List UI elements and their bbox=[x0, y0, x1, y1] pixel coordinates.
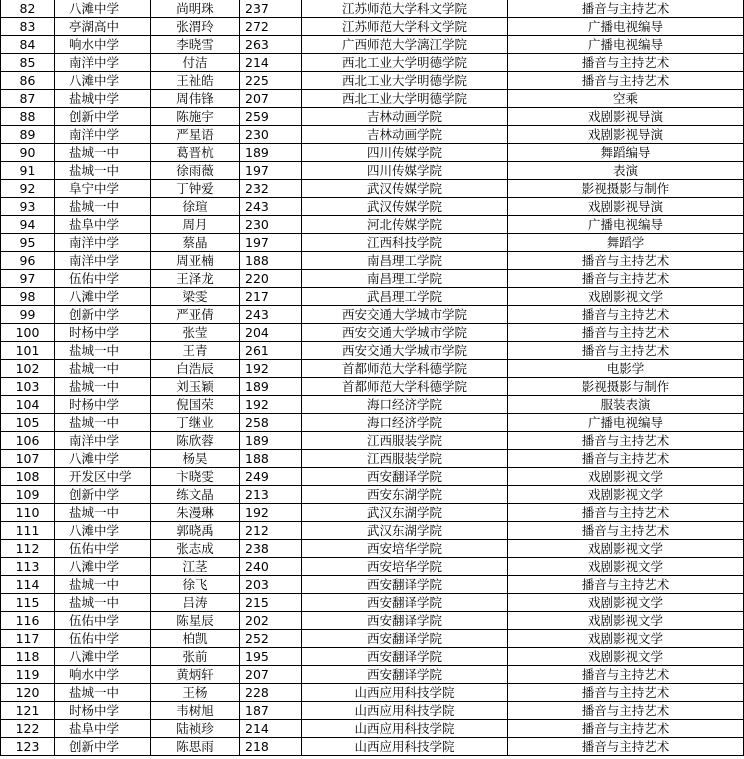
score-cell: 204 bbox=[240, 324, 302, 342]
table-row bbox=[1, 90, 744, 108]
score-cell: 192 bbox=[240, 360, 302, 378]
major-cell: 播音与主持艺术 bbox=[508, 270, 744, 288]
student-name-cell: 周亚楠 bbox=[151, 252, 240, 270]
college-cell: 南昌理工学院 bbox=[302, 252, 508, 270]
major-cell: 戏剧影视文学 bbox=[508, 468, 744, 486]
college-cell: 山西应用科技学院 bbox=[302, 684, 508, 702]
major-cell: 广播电视编导 bbox=[508, 36, 744, 54]
table-row bbox=[1, 630, 744, 648]
major-cell: 电影学 bbox=[508, 360, 744, 378]
score-cell: 218 bbox=[240, 738, 302, 756]
major-cell: 戏剧影视文学 bbox=[508, 540, 744, 558]
college-cell: 西安翻译学院 bbox=[302, 468, 508, 486]
row-number-cell: 85 bbox=[1, 54, 55, 72]
college-cell: 河北传媒学院 bbox=[302, 216, 508, 234]
high-school-cell: 时杨中学 bbox=[55, 702, 151, 720]
college-cell: 江苏师范大学科文学院 bbox=[302, 18, 508, 36]
high-school-cell: 盐城一中 bbox=[55, 144, 151, 162]
score-cell: 230 bbox=[240, 216, 302, 234]
college-cell: 武汉东湖学院 bbox=[302, 522, 508, 540]
major-cell: 播音与主持艺术 bbox=[508, 504, 744, 522]
score-cell: 212 bbox=[240, 522, 302, 540]
table-row bbox=[1, 558, 744, 576]
student-name-cell: 杨昊 bbox=[151, 450, 240, 468]
major-cell: 戏剧影视文学 bbox=[508, 486, 744, 504]
score-cell: 261 bbox=[240, 342, 302, 360]
row-number-cell: 91 bbox=[1, 162, 55, 180]
high-school-cell: 八滩中学 bbox=[55, 648, 151, 666]
college-cell: 西安翻译学院 bbox=[302, 648, 508, 666]
student-name-cell: 尚明珠 bbox=[151, 0, 240, 18]
student-name-cell: 陆祯珍 bbox=[151, 720, 240, 738]
table-row bbox=[1, 612, 744, 630]
score-cell: 230 bbox=[240, 126, 302, 144]
score-cell: 243 bbox=[240, 198, 302, 216]
table-row bbox=[1, 648, 744, 666]
student-name-cell: 陈欣蓉 bbox=[151, 432, 240, 450]
major-cell: 服装表演 bbox=[508, 396, 744, 414]
major-cell: 播音与主持艺术 bbox=[508, 432, 744, 450]
score-cell: 197 bbox=[240, 162, 302, 180]
college-cell: 广西师范大学漓江学院 bbox=[302, 36, 508, 54]
student-name-cell: 严星语 bbox=[151, 126, 240, 144]
row-number-cell: 121 bbox=[1, 702, 55, 720]
table-row bbox=[1, 414, 744, 432]
college-cell: 南昌理工学院 bbox=[302, 270, 508, 288]
student-name-cell: 周月 bbox=[151, 216, 240, 234]
student-name-cell: 白浩辰 bbox=[151, 360, 240, 378]
row-number-cell: 112 bbox=[1, 540, 55, 558]
student-name-cell: 王杨 bbox=[151, 684, 240, 702]
table-row bbox=[1, 342, 744, 360]
student-name-cell: 张渭玲 bbox=[151, 18, 240, 36]
row-number-cell: 115 bbox=[1, 594, 55, 612]
student-name-cell: 陈星辰 bbox=[151, 612, 240, 630]
college-cell: 西安交通大学城市学院 bbox=[302, 342, 508, 360]
row-number-cell: 119 bbox=[1, 666, 55, 684]
high-school-cell: 八滩中学 bbox=[55, 72, 151, 90]
high-school-cell: 阜宁中学 bbox=[55, 180, 151, 198]
table-body bbox=[1, 0, 744, 756]
score-cell: 263 bbox=[240, 36, 302, 54]
score-cell: 207 bbox=[240, 666, 302, 684]
row-number-cell: 82 bbox=[1, 0, 55, 18]
student-name-cell: 徐雨薇 bbox=[151, 162, 240, 180]
score-cell: 203 bbox=[240, 576, 302, 594]
table-row bbox=[1, 324, 744, 342]
high-school-cell: 时杨中学 bbox=[55, 324, 151, 342]
table-row bbox=[1, 540, 744, 558]
high-school-cell: 盐城一中 bbox=[55, 414, 151, 432]
college-cell: 山西应用科技学院 bbox=[302, 720, 508, 738]
high-school-cell: 创新中学 bbox=[55, 738, 151, 756]
major-cell: 广播电视编导 bbox=[508, 216, 744, 234]
college-cell: 江苏师范大学科文学院 bbox=[302, 0, 508, 18]
row-number-cell: 114 bbox=[1, 576, 55, 594]
table-row bbox=[1, 18, 744, 36]
major-cell: 播音与主持艺术 bbox=[508, 324, 744, 342]
major-cell: 播音与主持艺术 bbox=[508, 522, 744, 540]
student-name-cell: 丁钟爱 bbox=[151, 180, 240, 198]
high-school-cell: 南洋中学 bbox=[55, 234, 151, 252]
score-cell: 232 bbox=[240, 180, 302, 198]
college-cell: 首都师范大学科德学院 bbox=[302, 378, 508, 396]
row-number-cell: 92 bbox=[1, 180, 55, 198]
score-cell: 207 bbox=[240, 90, 302, 108]
major-cell: 舞蹈学 bbox=[508, 234, 744, 252]
student-name-cell: 李晓雪 bbox=[151, 36, 240, 54]
score-cell: 220 bbox=[240, 270, 302, 288]
college-cell: 西安培华学院 bbox=[302, 540, 508, 558]
student-name-cell: 倪国荣 bbox=[151, 396, 240, 414]
high-school-cell: 盐城一中 bbox=[55, 684, 151, 702]
high-school-cell: 响水中学 bbox=[55, 36, 151, 54]
student-name-cell: 朱漫琳 bbox=[151, 504, 240, 522]
score-cell: 192 bbox=[240, 504, 302, 522]
student-name-cell: 王青 bbox=[151, 342, 240, 360]
college-cell: 吉林动画学院 bbox=[302, 108, 508, 126]
row-number-cell: 107 bbox=[1, 450, 55, 468]
student-name-cell: 韦树旭 bbox=[151, 702, 240, 720]
table-row bbox=[1, 144, 744, 162]
major-cell: 影视摄影与制作 bbox=[508, 378, 744, 396]
table-row bbox=[1, 738, 744, 756]
major-cell: 影视摄影与制作 bbox=[508, 180, 744, 198]
major-cell: 戏剧影视文学 bbox=[508, 594, 744, 612]
student-name-cell: 刘玉颖 bbox=[151, 378, 240, 396]
major-cell: 播音与主持艺术 bbox=[508, 252, 744, 270]
college-cell: 西安翻译学院 bbox=[302, 612, 508, 630]
major-cell: 播音与主持艺术 bbox=[508, 0, 744, 18]
score-cell: 215 bbox=[240, 594, 302, 612]
row-number-cell: 93 bbox=[1, 198, 55, 216]
row-number-cell: 103 bbox=[1, 378, 55, 396]
student-name-cell: 张志成 bbox=[151, 540, 240, 558]
major-cell: 戏剧影视导演 bbox=[508, 126, 744, 144]
row-number-cell: 109 bbox=[1, 486, 55, 504]
major-cell: 广播电视编导 bbox=[508, 18, 744, 36]
score-cell: 228 bbox=[240, 684, 302, 702]
score-cell: 188 bbox=[240, 252, 302, 270]
college-cell: 四川传媒学院 bbox=[302, 162, 508, 180]
table-row bbox=[1, 396, 744, 414]
table-row bbox=[1, 360, 744, 378]
major-cell: 播音与主持艺术 bbox=[508, 738, 744, 756]
high-school-cell: 伍佑中学 bbox=[55, 270, 151, 288]
row-number-cell: 111 bbox=[1, 522, 55, 540]
student-name-cell: 江茎 bbox=[151, 558, 240, 576]
college-cell: 西安翻译学院 bbox=[302, 594, 508, 612]
table-row bbox=[1, 576, 744, 594]
college-cell: 西北工业大学明德学院 bbox=[302, 90, 508, 108]
score-cell: 258 bbox=[240, 414, 302, 432]
college-cell: 西安交通大学城市学院 bbox=[302, 324, 508, 342]
table-row bbox=[1, 468, 744, 486]
high-school-cell: 八滩中学 bbox=[55, 558, 151, 576]
score-cell: 189 bbox=[240, 378, 302, 396]
major-cell: 播音与主持艺术 bbox=[508, 54, 744, 72]
college-cell: 吉林动画学院 bbox=[302, 126, 508, 144]
high-school-cell: 八滩中学 bbox=[55, 0, 151, 18]
high-school-cell: 盐阜中学 bbox=[55, 720, 151, 738]
student-name-cell: 付洁 bbox=[151, 54, 240, 72]
college-cell: 武昌理工学院 bbox=[302, 288, 508, 306]
college-cell: 西安东湖学院 bbox=[302, 486, 508, 504]
high-school-cell: 伍佑中学 bbox=[55, 612, 151, 630]
high-school-cell: 盐城一中 bbox=[55, 360, 151, 378]
student-name-cell: 葛晋杭 bbox=[151, 144, 240, 162]
student-name-cell: 蔡晶 bbox=[151, 234, 240, 252]
score-cell: 237 bbox=[240, 0, 302, 18]
table-row bbox=[1, 108, 744, 126]
major-cell: 戏剧影视文学 bbox=[508, 612, 744, 630]
score-cell: 189 bbox=[240, 432, 302, 450]
college-cell: 武汉传媒学院 bbox=[302, 198, 508, 216]
row-number-cell: 97 bbox=[1, 270, 55, 288]
high-school-cell: 盐城一中 bbox=[55, 504, 151, 522]
table-row bbox=[1, 504, 744, 522]
student-name-cell: 吕涛 bbox=[151, 594, 240, 612]
college-cell: 海口经济学院 bbox=[302, 396, 508, 414]
major-cell: 播音与主持艺术 bbox=[508, 702, 744, 720]
major-cell: 播音与主持艺术 bbox=[508, 342, 744, 360]
college-cell: 西安培华学院 bbox=[302, 558, 508, 576]
table-row bbox=[1, 288, 744, 306]
major-cell: 空乘 bbox=[508, 90, 744, 108]
high-school-cell: 盐城一中 bbox=[55, 576, 151, 594]
high-school-cell: 开发区中学 bbox=[55, 468, 151, 486]
student-name-cell: 练文晶 bbox=[151, 486, 240, 504]
high-school-cell: 响水中学 bbox=[55, 666, 151, 684]
college-cell: 江西科技学院 bbox=[302, 234, 508, 252]
major-cell: 戏剧影视导演 bbox=[508, 108, 744, 126]
row-number-cell: 86 bbox=[1, 72, 55, 90]
row-number-cell: 123 bbox=[1, 738, 55, 756]
row-number-cell: 106 bbox=[1, 432, 55, 450]
table-row bbox=[1, 666, 744, 684]
row-number-cell: 116 bbox=[1, 612, 55, 630]
high-school-cell: 南洋中学 bbox=[55, 126, 151, 144]
student-name-cell: 郭晓禹 bbox=[151, 522, 240, 540]
row-number-cell: 102 bbox=[1, 360, 55, 378]
table-row bbox=[1, 0, 744, 18]
student-name-cell: 张前 bbox=[151, 648, 240, 666]
row-number-cell: 122 bbox=[1, 720, 55, 738]
high-school-cell: 南洋中学 bbox=[55, 54, 151, 72]
major-cell: 戏剧影视文学 bbox=[508, 630, 744, 648]
student-name-cell: 黄炳轩 bbox=[151, 666, 240, 684]
high-school-cell: 伍佑中学 bbox=[55, 540, 151, 558]
score-cell: 272 bbox=[240, 18, 302, 36]
row-number-cell: 90 bbox=[1, 144, 55, 162]
table-row bbox=[1, 252, 744, 270]
major-cell: 播音与主持艺术 bbox=[508, 72, 744, 90]
row-number-cell: 88 bbox=[1, 108, 55, 126]
table-row bbox=[1, 270, 744, 288]
row-number-cell: 94 bbox=[1, 216, 55, 234]
row-number-cell: 118 bbox=[1, 648, 55, 666]
score-cell: 214 bbox=[240, 720, 302, 738]
student-name-cell: 陈施宇 bbox=[151, 108, 240, 126]
high-school-cell: 盐城一中 bbox=[55, 342, 151, 360]
row-number-cell: 95 bbox=[1, 234, 55, 252]
college-cell: 江西服装学院 bbox=[302, 450, 508, 468]
college-cell: 武汉东湖学院 bbox=[302, 504, 508, 522]
row-number-cell: 98 bbox=[1, 288, 55, 306]
high-school-cell: 八滩中学 bbox=[55, 522, 151, 540]
score-cell: 249 bbox=[240, 468, 302, 486]
score-cell: 189 bbox=[240, 144, 302, 162]
student-name-cell: 徐瑄 bbox=[151, 198, 240, 216]
table-row bbox=[1, 432, 744, 450]
student-name-cell: 卞晓雯 bbox=[151, 468, 240, 486]
major-cell: 播音与主持艺术 bbox=[508, 684, 744, 702]
row-number-cell: 84 bbox=[1, 36, 55, 54]
score-cell: 202 bbox=[240, 612, 302, 630]
major-cell: 表演 bbox=[508, 162, 744, 180]
table-row bbox=[1, 684, 744, 702]
college-cell: 四川传媒学院 bbox=[302, 144, 508, 162]
table-row bbox=[1, 378, 744, 396]
major-cell: 播音与主持艺术 bbox=[508, 450, 744, 468]
college-cell: 西北工业大学明德学院 bbox=[302, 54, 508, 72]
score-cell: 214 bbox=[240, 54, 302, 72]
major-cell: 广播电视编导 bbox=[508, 414, 744, 432]
student-name-cell: 柏凯 bbox=[151, 630, 240, 648]
student-name-cell: 梁雯 bbox=[151, 288, 240, 306]
college-cell: 西安交通大学城市学院 bbox=[302, 306, 508, 324]
student-name-cell: 严亚倩 bbox=[151, 306, 240, 324]
major-cell: 戏剧影视文学 bbox=[508, 648, 744, 666]
row-number-cell: 113 bbox=[1, 558, 55, 576]
high-school-cell: 盐城中学 bbox=[55, 90, 151, 108]
table-row bbox=[1, 522, 744, 540]
table-row bbox=[1, 54, 744, 72]
major-cell: 戏剧影视文学 bbox=[508, 558, 744, 576]
student-name-cell: 王泽龙 bbox=[151, 270, 240, 288]
table-row bbox=[1, 162, 744, 180]
college-cell: 西安翻译学院 bbox=[302, 630, 508, 648]
table-row bbox=[1, 198, 744, 216]
row-number-cell: 101 bbox=[1, 342, 55, 360]
row-number-cell: 87 bbox=[1, 90, 55, 108]
row-number-cell: 108 bbox=[1, 468, 55, 486]
high-school-cell: 盐城一中 bbox=[55, 198, 151, 216]
score-cell: 197 bbox=[240, 234, 302, 252]
row-number-cell: 105 bbox=[1, 414, 55, 432]
row-number-cell: 117 bbox=[1, 630, 55, 648]
table-row bbox=[1, 720, 744, 738]
score-cell: 240 bbox=[240, 558, 302, 576]
row-number-cell: 120 bbox=[1, 684, 55, 702]
table-row bbox=[1, 216, 744, 234]
student-name-cell: 丁继业 bbox=[151, 414, 240, 432]
row-number-cell: 96 bbox=[1, 252, 55, 270]
table-row bbox=[1, 702, 744, 720]
high-school-cell: 时杨中学 bbox=[55, 396, 151, 414]
high-school-cell: 创新中学 bbox=[55, 306, 151, 324]
row-number-cell: 100 bbox=[1, 324, 55, 342]
high-school-cell: 南洋中学 bbox=[55, 432, 151, 450]
major-cell: 播音与主持艺术 bbox=[508, 666, 744, 684]
major-cell: 播音与主持艺术 bbox=[508, 306, 744, 324]
table-row bbox=[1, 180, 744, 198]
college-cell: 山西应用科技学院 bbox=[302, 738, 508, 756]
row-number-cell: 110 bbox=[1, 504, 55, 522]
table-row bbox=[1, 36, 744, 54]
student-name-cell: 陈思雨 bbox=[151, 738, 240, 756]
score-cell: 195 bbox=[240, 648, 302, 666]
major-cell: 戏剧影视文学 bbox=[508, 288, 744, 306]
major-cell: 舞蹈编导 bbox=[508, 144, 744, 162]
student-name-cell: 徐飞 bbox=[151, 576, 240, 594]
score-cell: 188 bbox=[240, 450, 302, 468]
college-cell: 江西服装学院 bbox=[302, 432, 508, 450]
college-cell: 西北工业大学明德学院 bbox=[302, 72, 508, 90]
major-cell: 播音与主持艺术 bbox=[508, 720, 744, 738]
score-cell: 187 bbox=[240, 702, 302, 720]
row-number-cell: 83 bbox=[1, 18, 55, 36]
student-name-cell: 张莹 bbox=[151, 324, 240, 342]
major-cell: 戏剧影视导演 bbox=[508, 198, 744, 216]
high-school-cell: 盐城一中 bbox=[55, 162, 151, 180]
score-cell: 238 bbox=[240, 540, 302, 558]
table-row bbox=[1, 72, 744, 90]
score-cell: 243 bbox=[240, 306, 302, 324]
college-cell: 武汉传媒学院 bbox=[302, 180, 508, 198]
student-name-cell: 周伟锋 bbox=[151, 90, 240, 108]
high-school-cell: 创新中学 bbox=[55, 486, 151, 504]
score-cell: 252 bbox=[240, 630, 302, 648]
row-number-cell: 99 bbox=[1, 306, 55, 324]
score-cell: 213 bbox=[240, 486, 302, 504]
score-cell: 217 bbox=[240, 288, 302, 306]
high-school-cell: 八滩中学 bbox=[55, 288, 151, 306]
college-cell: 西安翻译学院 bbox=[302, 666, 508, 684]
table-row bbox=[1, 234, 744, 252]
high-school-cell: 创新中学 bbox=[55, 108, 151, 126]
college-cell: 山西应用科技学院 bbox=[302, 702, 508, 720]
high-school-cell: 盐阜中学 bbox=[55, 216, 151, 234]
table-row bbox=[1, 594, 744, 612]
student-name-cell: 王祉皓 bbox=[151, 72, 240, 90]
score-cell: 192 bbox=[240, 396, 302, 414]
high-school-cell: 八滩中学 bbox=[55, 450, 151, 468]
high-school-cell: 盐城一中 bbox=[55, 594, 151, 612]
high-school-cell: 伍佑中学 bbox=[55, 630, 151, 648]
high-school-cell: 盐城一中 bbox=[55, 378, 151, 396]
table-row bbox=[1, 450, 744, 468]
score-cell: 259 bbox=[240, 108, 302, 126]
major-cell: 播音与主持艺术 bbox=[508, 576, 744, 594]
row-number-cell: 89 bbox=[1, 126, 55, 144]
row-number-cell: 104 bbox=[1, 396, 55, 414]
high-school-cell: 南洋中学 bbox=[55, 252, 151, 270]
college-cell: 首都师范大学科德学院 bbox=[302, 360, 508, 378]
college-cell: 西安翻译学院 bbox=[302, 576, 508, 594]
score-cell: 225 bbox=[240, 72, 302, 90]
high-school-cell: 亭湖高中 bbox=[55, 18, 151, 36]
college-cell: 海口经济学院 bbox=[302, 414, 508, 432]
table-row bbox=[1, 486, 744, 504]
table-row bbox=[1, 126, 744, 144]
table-row bbox=[1, 306, 744, 324]
